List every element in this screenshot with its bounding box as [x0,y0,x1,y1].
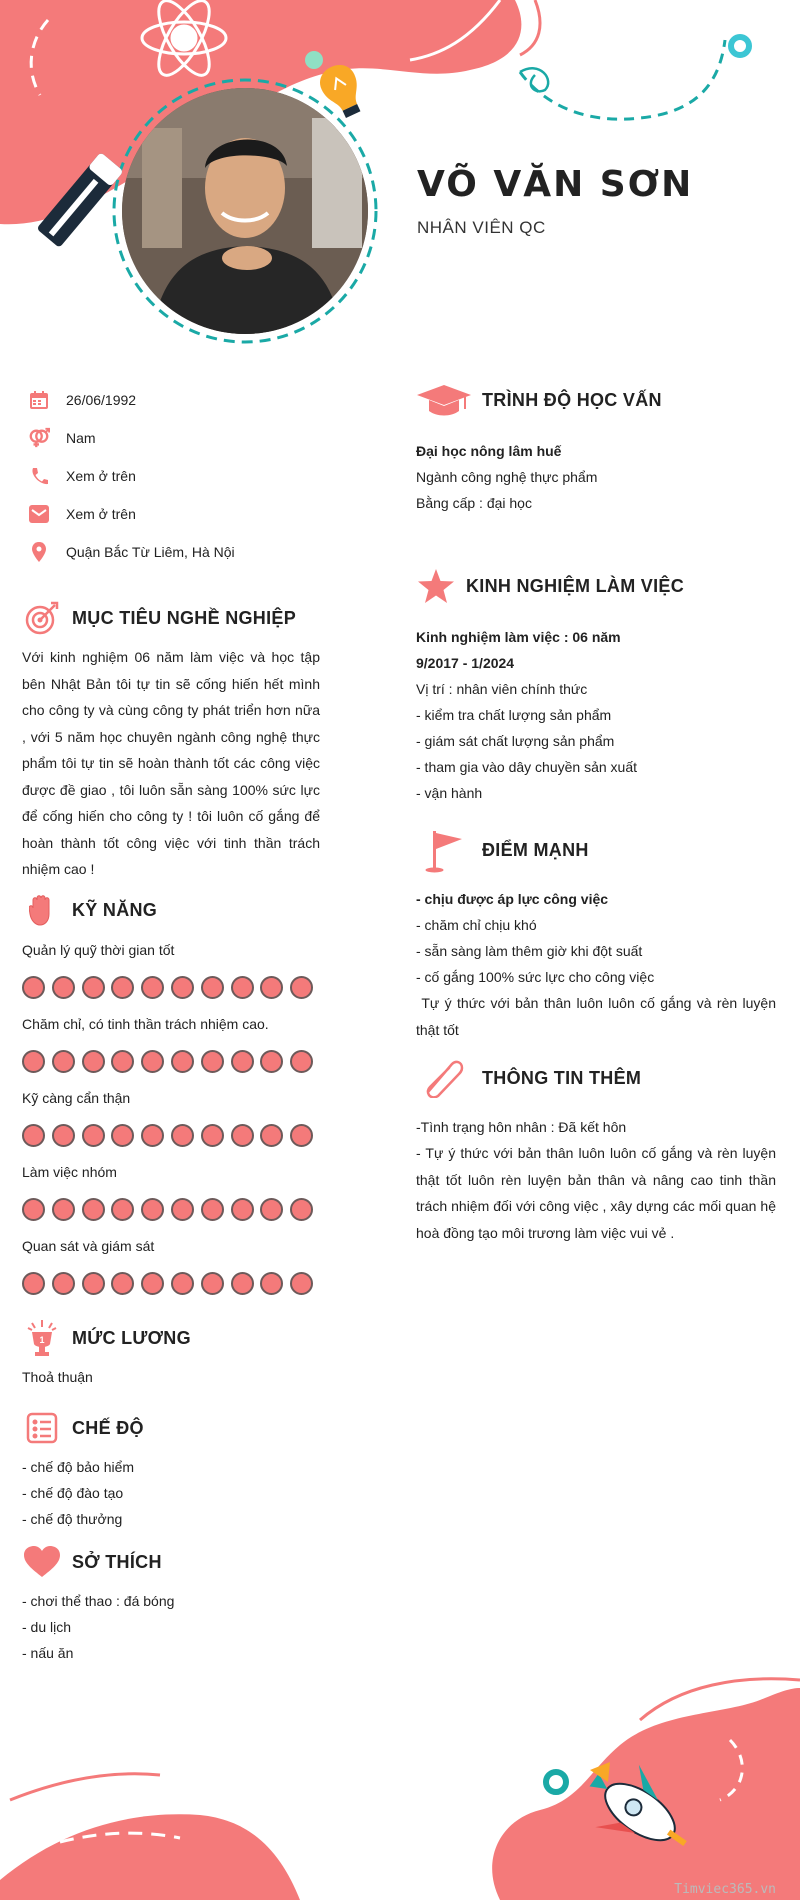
skill-dot [22,1050,45,1073]
skill-dot [22,1198,45,1221]
skills-section [22,890,322,1310]
heart-icon [22,1542,62,1582]
education-section [416,380,776,516]
skill-dot [141,976,164,999]
birthday-text: 26/06/1992 [66,392,137,408]
target-icon [22,598,62,638]
hobbies-section [22,1542,322,1666]
gender-text: Nam [66,430,96,446]
skill-dot [260,976,283,999]
skill-row [22,1014,322,1088]
skill-dot [141,1124,164,1147]
flag-icon [416,830,472,870]
address-text: Quận Bắc Từ Liêm, Hà Nội [66,544,235,560]
hobbies-list [22,1588,322,1666]
skill-rating [22,1050,322,1074]
skill-dot [201,1198,224,1221]
skill-dot [22,976,45,999]
hand-icon [22,890,62,930]
skill-name: Kỹ càng cẩn thận [22,1090,131,1106]
skill-dot [141,1050,164,1073]
skill-dot [231,1272,254,1295]
skill-name: Làm việc nhóm [22,1164,117,1180]
profile-photo [122,88,368,334]
skill-dot [22,1272,45,1295]
email-icon [28,503,50,525]
hobby-item: - chơi thể thao : đá bóng [22,1593,175,1609]
skill-dot [171,1124,194,1147]
skill-dot [290,976,313,999]
skill-rating [22,1198,322,1222]
experience-line: Vị trí : nhân viên chính thức [416,681,588,697]
experience-line: - giám sát chất lượng sản phẩm [416,733,615,749]
skill-dot [290,1124,313,1147]
hobby-item: - nấu ăn [22,1645,74,1661]
skill-dot [82,1198,105,1221]
skill-dot [290,1050,313,1073]
skill-dot [52,1050,75,1073]
objective-header [22,598,322,638]
location-icon [28,541,50,563]
benefit-item: - chế độ đào tạo [22,1485,124,1501]
skill-row [22,1088,322,1162]
trophy-icon [22,1318,62,1358]
graduation-cap-icon [416,380,472,420]
strengths-text: Tự ý thức với bản thân luôn luôn cố gắng và rèn luyện thật tốt [416,995,780,1038]
benefits-section [22,1408,322,1532]
skill-dot [111,1198,134,1221]
skill-dot [260,1198,283,1221]
skill-dot [260,1050,283,1073]
skill-name: Quan sát và giám sát [22,1238,155,1254]
skill-dot [111,1272,134,1295]
skill-dot [290,1272,313,1295]
skill-dot [290,1198,313,1221]
skill-dot [82,1272,105,1295]
additional-section [416,1058,776,1246]
skill-dot [231,1198,254,1221]
skill-rating [22,1272,322,1296]
skill-dot [171,976,194,999]
school-name: Đại học nông lâm huế [416,443,562,459]
skill-dot [231,1050,254,1073]
education-line: Bằng cấp : đại học [416,495,532,511]
skill-dot [231,976,254,999]
marital-status: -Tình trạng hôn nhân : Đã kết hôn [416,1119,627,1135]
strength-item: - cố gắng 100% sức lực cho công việc [416,969,655,985]
strength-highlight: - chịu được áp lực công việc [416,891,609,907]
benefits-list [22,1454,322,1532]
strengths-title: ĐIỂM MẠNH [482,839,589,860]
contact-birthday [28,388,328,412]
paperclip-icon [416,1058,472,1098]
skills-title: KỸ NĂNG [72,899,158,920]
skills-header [22,890,322,930]
calendar-icon [28,389,50,411]
job-position: NHÂN VIÊN QC [417,218,546,237]
additional-header [416,1058,776,1098]
strengths-section [416,830,780,1043]
benefit-item: - chế độ thưởng [22,1511,123,1527]
skill-dot [171,1198,194,1221]
experience-title: KINH NGHIỆM LÀM VIỆC [466,575,685,596]
skill-dot [52,1272,75,1295]
experience-header [416,566,776,606]
skill-dot [171,1272,194,1295]
hobbies-title: SỞ THÍCH [72,1551,162,1572]
skill-dot [82,976,105,999]
benefit-item: - chế độ bảo hiểm [22,1459,135,1475]
strengths-header [416,830,776,870]
experience-period: 9/2017 - 1/2024 [416,655,515,671]
skill-dot [201,1124,224,1147]
skill-dot [141,1198,164,1221]
skill-rating [22,1124,322,1148]
checklist-icon [22,1408,62,1448]
contact-gender [28,426,328,450]
skill-dot [231,1124,254,1147]
skill-dot [52,976,75,999]
education-header [416,380,776,420]
skill-name: Quản lý quỹ thời gian tốt [22,942,175,958]
phone-icon [28,465,50,487]
skill-dot [201,976,224,999]
experience-line: - tham gia vào dây chuyền sản xuất [416,759,638,775]
skill-dot [82,1050,105,1073]
skill-dot [52,1198,75,1221]
strengths-details [416,886,776,990]
gender-icon [28,427,50,449]
skill-dot [22,1124,45,1147]
experience-details [416,624,776,806]
strength-item: - sẵn sàng làm thêm giờ khi đột suất [416,943,643,959]
strength-item: - chăm chỉ chịu khó [416,917,537,933]
contact-email [28,502,328,526]
skill-name: Chăm chỉ, có tinh thần trách nhiệm cao. [22,1016,269,1032]
skill-dot [201,1050,224,1073]
skill-row [22,1162,322,1236]
hobby-item: - du lịch [22,1619,72,1635]
salary-value: Thoả thuận [22,1369,93,1385]
skills-list [22,940,322,1310]
candidate-name: VÕ VĂN SƠN [417,164,694,205]
education-line: Ngành công nghệ thực phẩm [416,469,598,485]
skill-row [22,1236,322,1310]
salary-header [22,1318,322,1358]
hobbies-header [22,1542,322,1582]
skill-dot [260,1124,283,1147]
skill-dot [111,1124,134,1147]
contact-phone [28,464,328,488]
skill-dot [201,1272,224,1295]
benefits-header [22,1408,322,1448]
email-text: Xem ở trên [66,506,136,522]
benefits-title: CHẾ ĐỘ [72,1417,144,1438]
experience-line: - vận hành [416,785,483,801]
star-icon [416,566,456,606]
skill-dot [171,1050,194,1073]
skill-dot [260,1272,283,1295]
salary-title: MỨC LƯƠNG [72,1327,191,1348]
salary-section [22,1318,322,1390]
skill-row [22,940,322,1014]
skill-rating [22,976,322,1000]
objective-title: MỤC TIÊU NGHỀ NGHIỆP [72,607,297,628]
skill-dot [141,1272,164,1295]
additional-text: - Tự ý thức với bản thân luôn luôn cố gắng và rèn luyện thật tốt luôn rèn luyện bản thân và nâng cao tinh thần trách nhiệm đối với công việc , xây dựng các mối quan hệ hoà đồng tạo môi trương làm việc vui vẻ . [416,1145,776,1241]
experience-line: - kiểm tra chất lượng sản phẩm [416,707,612,723]
objective-text: Với kinh nghiệm 06 năm làm việc và học tập bên Nhật Bản tôi tự tin sẽ cống hiến hết mình cho công ty và cùng công ty phát triển hơn nữa , với 5 năm học chuyên ngành công nghệ thực phẩm tôi tự tin sẽ hoàn thành tốt các công việc được đề giao , tôi luôn sẵn sàng 100% sức lực để cống hiến cho công ty ! tôi luôn cố gắng để hoàn thành tốt công việc với tinh thần trách nhiệm cao ! [22,649,320,877]
education-details [416,438,776,516]
skill-dot [111,976,134,999]
svg-text:1: 1 [39,1335,45,1345]
education-title: TRÌNH ĐỘ HỌC VẤN [482,389,662,410]
additional-details [416,1114,776,1140]
contact-address [28,540,328,564]
additional-title: THÔNG TIN THÊM [482,1067,642,1088]
phone-text: Xem ở trên [66,468,136,484]
watermark: Timviec365.vn [674,1882,776,1897]
skill-dot [52,1124,75,1147]
skill-dot [82,1124,105,1147]
objective-section [22,598,322,883]
experience-section [416,566,776,806]
skill-dot [111,1050,134,1073]
experience-years: Kinh nghiệm làm việc : 06 năm [416,629,621,645]
